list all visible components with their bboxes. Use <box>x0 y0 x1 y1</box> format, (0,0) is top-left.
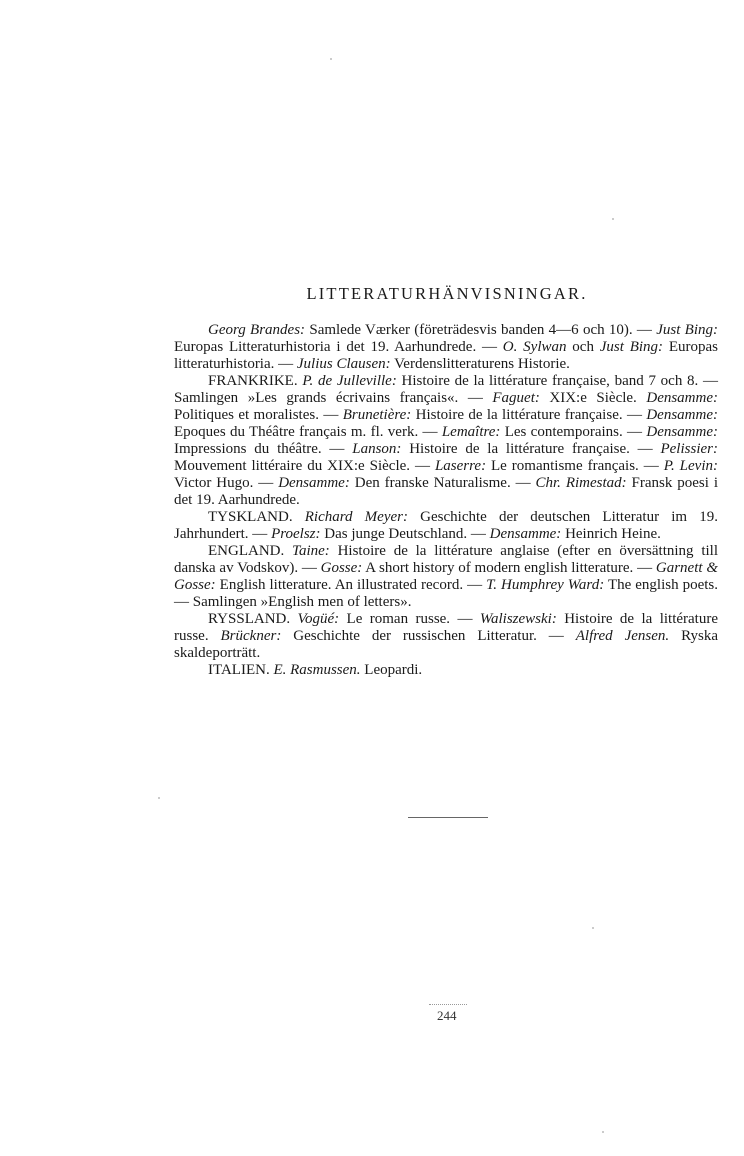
author-name: Vogüé: <box>297 611 340 627</box>
author-name: Proelsz: <box>271 526 321 542</box>
paragraph-italien <box>174 662 718 679</box>
paragraph-ryssland <box>174 611 718 662</box>
reference-text: ITALIEN. <box>208 662 274 678</box>
reference-text: ENGLAND. <box>208 543 293 559</box>
author-name: Taine: <box>292 543 330 559</box>
paper-speck <box>158 797 160 799</box>
author-name: Pelissier: <box>660 441 718 457</box>
reference-text: Fransk poesi i det 19. Aarhundrede. <box>174 475 718 508</box>
author-name: Densamme: <box>489 526 562 542</box>
reference-text: Victor Hugo. — <box>174 475 279 491</box>
paper-speck <box>602 1131 604 1133</box>
author-name: T. Humphrey Ward: <box>486 577 605 593</box>
reference-text: RYSSLAND. <box>208 611 298 627</box>
reference-text: Europas litteraturhistoria. — <box>174 339 718 372</box>
reference-text: Histoire de la littérature française. — <box>401 441 661 457</box>
author-name: Alfred Jensen. <box>575 628 670 644</box>
page-heading: LITTERATURHÄNVISNINGAR. <box>306 284 588 303</box>
paragraph-frankrike <box>174 373 718 509</box>
author-name: P. Levin: <box>663 458 718 474</box>
author-name: Brückner: <box>220 628 282 644</box>
paper-speck <box>592 927 594 929</box>
author-name: Densamme: <box>646 390 719 406</box>
reference-text: Histoire de la littérature française. — <box>411 407 647 423</box>
reference-text: Das junge Deutschland. — <box>320 526 490 542</box>
reference-text: Impressions du théâtre. — <box>174 441 353 457</box>
reference-text: Ryska skaldeporträtt. <box>174 628 719 661</box>
reference-text: A short history of modern english litterature. — <box>362 560 656 576</box>
paragraph-general <box>174 322 718 373</box>
paragraph-tyskland <box>174 509 718 543</box>
reference-text: Le romantisme français. — <box>486 458 664 474</box>
author-name: O. Sylwan <box>502 339 567 355</box>
reference-text: FRANKRIKE. <box>208 373 303 389</box>
reference-text: Den franske Naturalisme. — <box>349 475 536 491</box>
reference-text: English litterature. An illustrated record. — <box>215 577 487 593</box>
author-name: Just Bing: <box>599 339 664 355</box>
author-name: Densamme: <box>646 407 718 423</box>
reference-text: Histoire de la littérature française, band 7 och 8. — Samlingen »Les grands écrivains français«. — <box>174 373 718 406</box>
author-name: Brunetière: <box>342 407 412 423</box>
author-name: P. de Julleville: <box>302 373 397 389</box>
reference-text: TYSKLAND. <box>208 509 305 525</box>
author-name: Densamme: <box>278 475 350 491</box>
author-name: Chr. Rimestad: <box>535 475 627 491</box>
reference-text: Mouvement littéraire du XIX:e Siècle. — <box>174 458 435 474</box>
author-name: Densamme: <box>646 424 719 440</box>
paper-speck <box>612 218 614 220</box>
reference-text: Geschichte der russischen Litteratur. — <box>281 628 576 644</box>
reference-text: Samlede Værker (företrädesvis banden 4—6 och 10). — <box>305 322 657 338</box>
author-name: Gosse: <box>320 560 363 576</box>
reference-text: Geschichte der deutschen Litteratur im 19. Jahrhundert. — <box>174 509 718 542</box>
reference-text: Europas Litteraturhistoria i det 19. Aarhundrede. — <box>174 339 503 355</box>
reference-text: Histoire de la littérature anglaise (efter en översättning till danska av Vodskov). — <box>174 543 718 576</box>
author-name: Waliszewski: <box>479 611 557 627</box>
reference-text: Les contemporains. — <box>500 424 647 440</box>
paragraph-england <box>174 543 718 611</box>
author-name: Richard Meyer: <box>304 509 408 525</box>
author-name: E. Rasmussen. <box>273 662 361 678</box>
author-name: Garnett & Gosse: <box>174 560 718 593</box>
reference-text: XIX:e Siècle. <box>539 390 647 406</box>
paper-speck <box>330 58 332 60</box>
reference-text: Politiques et moralistes. — <box>174 407 343 423</box>
author-name: Lanson: <box>352 441 402 457</box>
section-divider <box>408 817 488 818</box>
author-name: Julius Clausen: <box>296 356 391 372</box>
references-body <box>174 322 718 679</box>
reference-text: och <box>566 339 600 355</box>
reference-text: Heinrich Heine. <box>561 526 661 542</box>
author-name: Laserre: <box>434 458 487 474</box>
reference-text: Verdenslitteraturens Historie. <box>390 356 570 372</box>
author-name: Lemaître: <box>441 424 501 440</box>
reference-text: The english poets. — Samlingen »English men of letters». <box>174 577 718 610</box>
reference-text: Le roman russe. — <box>339 611 480 627</box>
page-number: 244 <box>437 1008 457 1023</box>
author-name: Just Bing: <box>656 322 718 338</box>
reference-text: Epoques du Théâtre français m. fl. verk. — <box>174 424 442 440</box>
author-name: Georg Brandes: <box>208 322 306 338</box>
reference-text: Histoire de la littérature russe. <box>174 611 719 644</box>
reference-text: Leopardi. <box>360 662 423 678</box>
author-name: Faguet: <box>492 390 540 406</box>
